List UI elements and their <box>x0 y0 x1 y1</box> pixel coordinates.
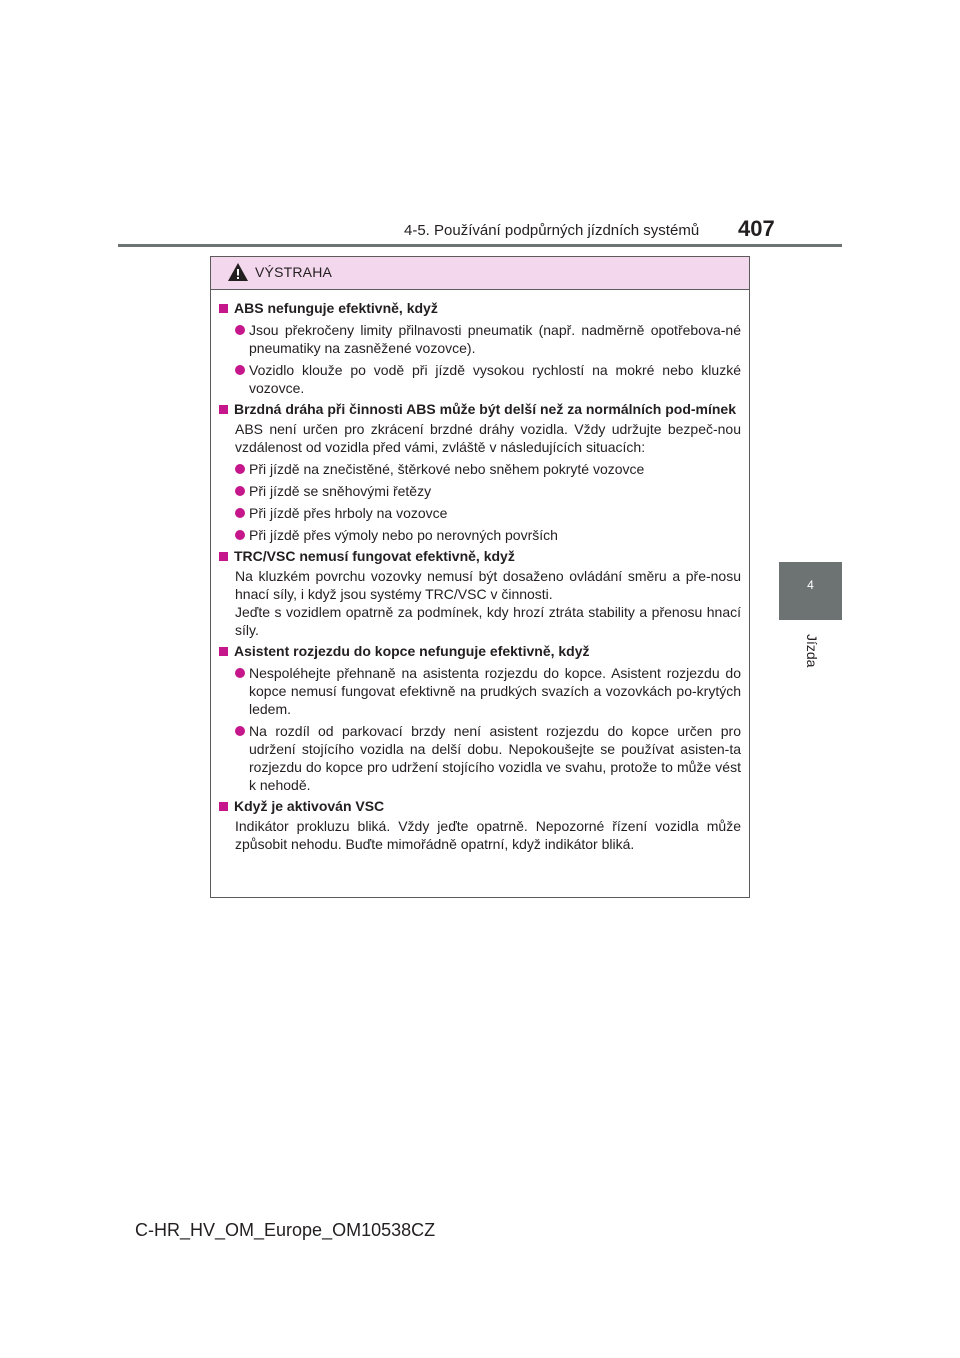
square-bullet-icon <box>219 405 228 414</box>
circle-bullet-icon <box>235 668 245 678</box>
square-bullet-icon <box>219 552 228 561</box>
list-item <box>235 361 741 397</box>
list-item-text: Jsou překročeny limity přilnavosti pneumatik (např. nadměrně opotřebova-né pneumatiky na zasněžené vozovce). <box>249 322 741 356</box>
list-item <box>235 722 741 794</box>
chapter-label: Jízda <box>804 634 820 668</box>
list-item <box>235 460 741 478</box>
list-item <box>235 321 741 357</box>
circle-bullet-icon <box>235 365 245 375</box>
list-item-text: Nespoléhejte přehnaně na asistenta rozjezdu do kopce. Asistent rozjezdu do kopce nemusí fungovat efektivně na prudkých svazích a vozovkách po-krytých ledem. <box>249 665 741 717</box>
circle-bullet-icon <box>235 530 245 540</box>
warning-section <box>218 299 741 317</box>
warning-section <box>218 400 741 418</box>
warning-header <box>211 257 749 290</box>
warning-title: VÝSTRAHA <box>255 264 333 280</box>
circle-bullet-icon <box>235 325 245 335</box>
list-item <box>235 664 741 718</box>
section-heading: Brzdná dráha při činnosti ABS může být delší než za normálních pod-mínek <box>234 401 737 417</box>
list-item-text: Při jízdě přes výmoly nebo po nerovných površích <box>249 527 558 543</box>
list-item <box>235 526 741 544</box>
section-heading: ABS nefunguje efektivně, když <box>234 300 438 316</box>
list-item-text: Na rozdíl od parkovací brzdy není asistent rozjezdu do kopce určen pro udržení stojícího vozidla na delší dobu. Nepokoušejte se používat asisten-ta rozjezdu do kopce pro udržení stojícího vozidla ve svahu, protože to může vést k nehodě. <box>249 723 741 793</box>
section-heading: Asistent rozjezdu do kopce nefunguje efektivně, když <box>234 643 590 659</box>
section-title: 4-5. Používání podpůrných jízdních systémů <box>404 222 700 239</box>
section-heading: TRC/VSC nemusí fungovat efektivně, když <box>234 548 515 564</box>
document-id: C-HR_HV_OM_Europe_OM10538CZ <box>135 1220 436 1240</box>
warning-triangle-icon <box>227 262 249 282</box>
page-number: 407 <box>738 216 775 241</box>
chapter-number: 4 <box>807 578 814 592</box>
square-bullet-icon <box>219 304 228 313</box>
list-item <box>235 504 741 522</box>
header-divider <box>118 244 842 247</box>
warning-section <box>218 642 741 660</box>
list-item <box>235 482 741 500</box>
list-item-text: Při jízdě se sněhovými řetězy <box>249 483 432 499</box>
square-bullet-icon <box>219 802 228 811</box>
chapter-tab <box>779 562 842 620</box>
warning-box <box>210 256 750 898</box>
section-text: Indikátor prokluzu bliká. Vždy jeďte opatrně. Nepozorné řízení vozidla může způsobit nehodu. Buďte mimořádně opatrní, když indikátor bliká. <box>235 818 741 852</box>
warning-body <box>211 290 749 853</box>
list-item-text: Při jízdě na znečistěné, štěrkové nebo sněhem pokryté vozovce <box>249 461 645 477</box>
square-bullet-icon <box>219 647 228 656</box>
circle-bullet-icon <box>235 726 245 736</box>
circle-bullet-icon <box>235 486 245 496</box>
section-heading: Když je aktivován VSC <box>234 798 385 814</box>
section-text: ABS není určen pro zkrácení brzdné dráhy vozidla. Vždy udržujte bezpeč-nou vzdálenost od vozidla před vámi, zvláště v následujících situacích: <box>235 421 741 455</box>
warning-section <box>218 547 741 565</box>
circle-bullet-icon <box>235 508 245 518</box>
section-text: Jeďte s vozidlem opatrně za podmínek, kdy hrozí ztráta stability a přenosu hnací síly. <box>235 604 741 638</box>
section-text: Na kluzkém povrchu vozovky nemusí být dosaženo ovládání směru a pře-nosu hnací síly, i když jsou systémy TRC/VSC v činnosti. <box>235 568 741 602</box>
warning-section <box>218 797 741 815</box>
list-item-text: Při jízdě přes hrboly na vozovce <box>249 505 448 521</box>
circle-bullet-icon <box>235 464 245 474</box>
list-item-text: Vozidlo klouže po vodě při jízdě vysokou rychlostí na mokré nebo kluzké vozovce. <box>249 362 741 396</box>
